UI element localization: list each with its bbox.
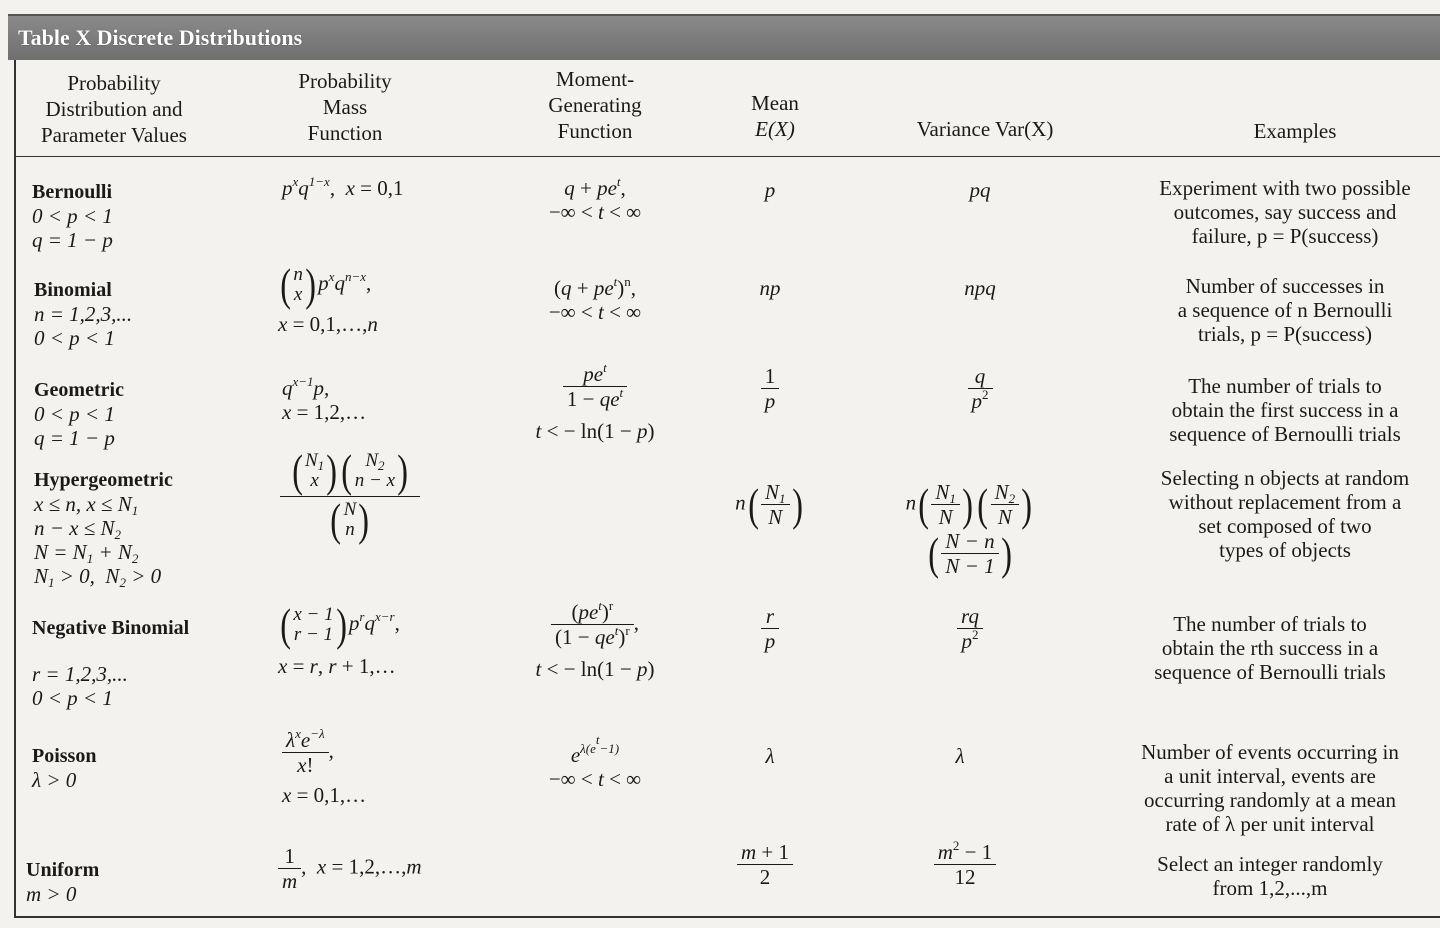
row-geometric-pmf: $q^{x-1}p$, x = 1,2,… <box>282 374 367 424</box>
dist-param: 0 < p < 1 <box>34 402 115 426</box>
row-bernoulli-examples <box>1135 176 1435 248</box>
row-binomial-dist <box>34 278 132 350</box>
row-bernoulli-pmf: $p^xq^{1-x}$, x = 0,1 <box>282 174 404 200</box>
dist-name: Bernoulli <box>32 181 113 203</box>
header-mgf-line: Moment- <box>555 67 635 91</box>
header-rule <box>16 156 1440 157</box>
row-negative-binomial-mean: $\frac{r}{p}$ <box>740 604 800 653</box>
dist-param: q = 1 − p <box>34 426 115 450</box>
header-pmf <box>265 68 425 146</box>
row-uniform-pmf: $\frac{1}{m}$ , x = 1,2,…,m <box>278 844 422 893</box>
example-line: a sequence of n Bernoulli <box>1177 298 1393 322</box>
dist-param: n = 1,2,3,... <box>34 302 133 326</box>
header-pmf-line: Function <box>307 121 383 145</box>
row-uniform-dist <box>26 858 99 906</box>
header-mgf <box>515 66 675 144</box>
row-geometric-dist <box>34 378 124 450</box>
example-line: types of objects <box>1219 538 1351 562</box>
row-hypergeometric-examples <box>1135 466 1435 562</box>
example-line: sequence of Bernoulli trials <box>1154 660 1386 684</box>
row-hypergeometric-dist: Hypergeometric x ≤ n, $x \le N_1$ $n - x \le N_2$ $N = N_1 + N_2$ $N_1 > 0$, $N_2 > 0$ <box>34 469 173 590</box>
example-line: obtain the rth success in a <box>1161 636 1379 660</box>
dist-param: 0 < p < 1 <box>32 686 113 710</box>
row-geometric-mgf: $\frac{pe^t}{1 - qe^t}$ t < − ln(1 − p) <box>535 360 655 443</box>
row-poisson-pmf: $\frac{\lambda^xe^{-\lambda}}{x!}$ , x = 0,1,… <box>282 726 367 807</box>
header-pmf-line: Mass <box>322 95 368 119</box>
header-distribution <box>24 70 204 148</box>
row-hypergeometric-variance: n ( $\frac{N_1}{N}$ ) ( $\frac{N_2}{N}$ ) ( $\frac{N - n}{N - 1}$ ) <box>905 478 1033 579</box>
example-line: Experiment with two possible <box>1159 176 1411 200</box>
row-bernoulli-variance: pq <box>969 178 991 202</box>
row-hypergeometric-mean: n ( $\frac{N_1}{N}$ ) <box>735 478 803 530</box>
example-line: The number of trials to <box>1173 612 1367 636</box>
header-mgf-line: Generating <box>548 93 642 117</box>
example-line: Selecting n objects at random <box>1160 466 1410 490</box>
row-poisson-examples <box>1120 740 1420 836</box>
row-uniform-examples <box>1120 852 1420 900</box>
row-negative-binomial-variance: $\frac{rq}{p^2}$ <box>930 604 1010 653</box>
row-binomial-variance: npq <box>964 276 996 300</box>
row-poisson-dist <box>32 744 96 792</box>
row-bernoulli-dist <box>32 180 113 252</box>
example-line: from 1,2,...,m <box>1212 876 1328 900</box>
table-title: Table X Discrete Distributions <box>8 14 1440 60</box>
row-geometric-mean: $\frac{1}{p}$ <box>740 364 800 413</box>
row-negative-binomial-pmf: ( x − 1 r − 1 ) $p^rq^{x-r}$, x = r, r + 1,… <box>278 599 400 678</box>
example-line: set composed of two <box>1198 514 1372 538</box>
dist-name: Binomial <box>34 279 112 301</box>
row-geometric-examples <box>1135 374 1435 446</box>
example-line: trials, p = P(success) <box>1198 322 1372 346</box>
row-geometric-variance: $\frac{q}{p^2}$ <box>940 364 1020 413</box>
dist-param: q = 1 − p <box>32 228 113 252</box>
dist-param: 0 < p < 1 <box>32 204 113 228</box>
header-mean <box>720 90 830 142</box>
header-mgf-line: Function <box>557 119 633 143</box>
example-line: rate of λ per unit interval <box>1165 812 1375 836</box>
example-line: without replacement from a <box>1168 490 1402 514</box>
header-distribution-line: Distribution and <box>45 97 183 121</box>
row-poisson-variance: λ <box>955 744 965 768</box>
row-hypergeometric-pmf: ( $N_1$ x ) ( $N_2$ n − x ) ( N n ) <box>280 448 420 543</box>
row-negative-binomial-dist <box>32 616 189 710</box>
dist-param: m > 0 <box>26 882 77 906</box>
example-line: The number of trials to <box>1188 374 1382 398</box>
dist-param: 0 < p < 1 <box>34 326 115 350</box>
dist-name: Uniform <box>26 859 100 881</box>
header-mean-line: E(X) <box>755 117 795 141</box>
row-uniform-variance: $\frac{m^2 - 1}{12}$ <box>920 840 1010 889</box>
dist-name: Hypergeometric <box>34 469 173 491</box>
header-examples: Examples <box>1253 119 1337 143</box>
example-line: Number of events occurring in <box>1141 740 1399 764</box>
example-line: a unit interval, events are <box>1164 764 1376 788</box>
example-line: failure, p = P(success) <box>1191 224 1379 248</box>
example-line: Select an integer randomly <box>1157 852 1383 876</box>
row-poisson-mean: λ <box>765 744 775 768</box>
dist-name: Negative Binomial <box>32 617 190 639</box>
dist-name: Geometric <box>34 379 124 401</box>
header-distribution-line: Parameter Values <box>41 123 187 147</box>
header-distribution-line: Probability <box>67 71 161 95</box>
row-poisson-mgf: $e^{\lambda(e^t-1)}$ −∞ < t < ∞ <box>548 732 642 791</box>
dist-param: r = 1,2,3,... <box>32 662 128 686</box>
header-pmf-line: Probability <box>298 69 392 93</box>
header-mean-line: Mean <box>751 91 799 115</box>
row-negative-binomial-mgf: $\frac{(pe^t)^r}{(1 - qe^t)^r}$ , t < − ln(1 − p) <box>535 598 655 681</box>
example-line: occurring randomly at a mean <box>1144 788 1396 812</box>
header-variance: Variance Var(X) <box>916 117 1054 141</box>
dist-param: λ > 0 <box>32 768 77 792</box>
row-binomial-mgf: $(q + pe^t)^n$, −∞ < t < ∞ <box>548 274 642 324</box>
dist-name: Poisson <box>32 745 97 767</box>
example-line: obtain the first success in a <box>1171 398 1399 422</box>
row-uniform-mean: $\frac{m + 1}{2}$ <box>725 840 805 889</box>
row-binomial-pmf: ( n x ) $p^xq^{n-x}$, x = 0,1,…,n <box>278 259 378 336</box>
row-binomial-examples <box>1135 274 1435 346</box>
row-negative-binomial-examples <box>1120 612 1420 684</box>
row-binomial-mean: np <box>759 276 781 300</box>
example-line: sequence of Bernoulli trials <box>1169 422 1401 446</box>
example-line: outcomes, say success and <box>1173 200 1397 224</box>
row-bernoulli-mean: p <box>764 178 776 202</box>
example-line: Number of successes in <box>1185 274 1385 298</box>
row-bernoulli-mgf: $q + pe^t$, −∞ < t < ∞ <box>548 174 642 224</box>
